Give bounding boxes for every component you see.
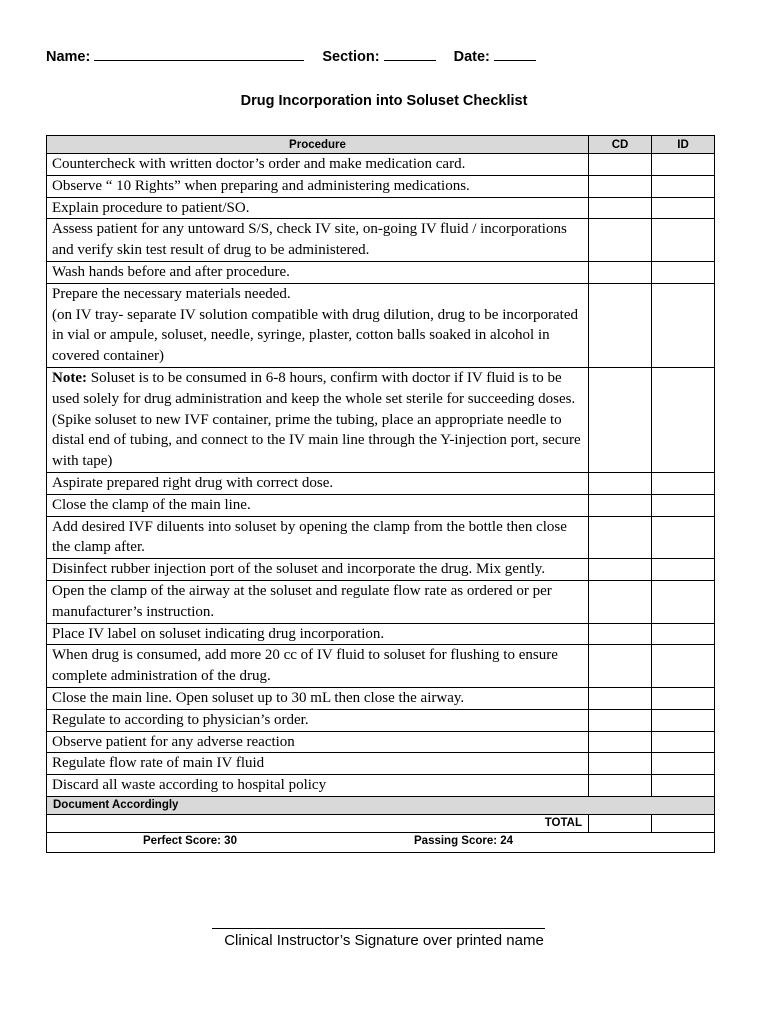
procedure-cell — [47, 623, 589, 645]
total-cd-cell[interactable] — [589, 814, 652, 832]
procedure-text: Countercheck with written doctor’s order and make medication card. — [52, 156, 466, 172]
cd-check-cell[interactable] — [589, 687, 652, 709]
table-row — [47, 472, 715, 494]
procedure-cell — [47, 175, 589, 197]
table-row — [47, 775, 715, 797]
procedure-text: Close the main line. Open soluset up to 30 mL then close the airway. — [52, 689, 465, 706]
id-check-cell[interactable] — [652, 494, 715, 516]
total-id-cell[interactable] — [652, 814, 715, 832]
procedure-text: Open the clamp of the airway at the soluset and regulate flow rate as ordered or per manufacturer’s instruction. — [52, 582, 552, 620]
cd-check-cell[interactable] — [589, 494, 652, 516]
cd-check-cell[interactable] — [589, 283, 652, 367]
checklist-table — [46, 135, 715, 853]
date-label: Date: — [453, 49, 490, 65]
procedure-cell — [47, 559, 589, 581]
procedure-cell — [47, 580, 589, 623]
procedure-cell — [47, 753, 589, 775]
procedure-text: Aspirate prepared right drug with correct dose. — [52, 474, 334, 491]
procedure-cell — [47, 494, 589, 516]
section-label: Section: — [322, 49, 380, 65]
procedure-cell — [47, 709, 589, 731]
score-row — [47, 832, 715, 852]
date-blank[interactable] — [494, 48, 536, 61]
cd-check-cell[interactable] — [589, 367, 652, 472]
date-field[interactable] — [454, 49, 536, 65]
cd-check-cell[interactable] — [589, 219, 652, 262]
procedure-header: Procedure — [47, 136, 589, 154]
id-check-cell[interactable] — [652, 472, 715, 494]
name-field[interactable] — [46, 49, 308, 65]
procedure-text: Soluset is to be consumed in 6-8 hours, confirm with doctor if IV fluid is to be used solely for drug administration and keep the whole set sterile for succeeding doses. (Spike soluset to new IVF container, prime the tubing, place an appropriate needle to distal end of tubing, and connect to the IV main line through the Y-injection port, secure with tape) — [52, 369, 581, 470]
cd-check-cell[interactable] — [589, 731, 652, 753]
procedure-text: Add desired IVF diluents into soluset by opening the clamp from the bottle then close the clamp after. — [52, 518, 567, 556]
cd-check-cell[interactable] — [589, 154, 652, 176]
name-label: Name: — [46, 49, 91, 65]
cd-check-cell[interactable] — [589, 623, 652, 645]
section-blank[interactable] — [384, 48, 436, 61]
procedure-text: Observe patient for any adverse reaction — [52, 733, 295, 750]
procedure-cell — [47, 197, 589, 219]
perfect-score: Perfect Score: 30 — [143, 834, 237, 847]
cd-check-cell[interactable] — [589, 645, 652, 688]
table-row — [47, 154, 715, 176]
cd-check-cell[interactable] — [589, 775, 652, 797]
signature-label: Clinical Instructor’s Signature over printed name — [224, 932, 544, 949]
id-check-cell[interactable] — [652, 753, 715, 775]
signature-line[interactable] — [212, 928, 545, 929]
procedure-cell — [47, 775, 589, 797]
id-check-cell[interactable] — [652, 197, 715, 219]
cd-check-cell[interactable] — [589, 197, 652, 219]
id-check-cell[interactable] — [652, 175, 715, 197]
total-label: TOTAL — [47, 814, 589, 832]
table-row — [47, 753, 715, 775]
procedure-cell — [47, 261, 589, 283]
id-check-cell[interactable] — [652, 775, 715, 797]
table-row — [47, 580, 715, 623]
procedure-text: Regulate to according to physician’s order. — [52, 711, 309, 728]
table-row — [47, 559, 715, 581]
cd-check-cell[interactable] — [589, 753, 652, 775]
procedure-cell — [47, 516, 589, 559]
table-row — [47, 261, 715, 283]
procedure-text: Discard all waste according to hospital policy — [52, 777, 327, 794]
procedure-text: Place IV label on soluset indicating drug incorporation. — [52, 625, 385, 642]
id-check-cell[interactable] — [652, 687, 715, 709]
procedure-text: Wash hands before and after procedure. — [52, 263, 290, 280]
cd-header: CD — [589, 136, 652, 154]
document-label: Document Accordingly — [47, 796, 715, 814]
procedure-text: Assess patient for any untoward S/S, check IV site, on-going IV fluid / incorporations and verify skin test result of drug to be administered. — [52, 221, 567, 259]
cd-check-cell[interactable] — [589, 709, 652, 731]
id-check-cell[interactable] — [652, 580, 715, 623]
table-row — [47, 494, 715, 516]
document-row — [47, 796, 715, 814]
table-row — [47, 709, 715, 731]
checklist-title: Drug Incorporation into Soluset Checklist — [240, 93, 528, 109]
procedure-text: Disinfect rubber injection port of the soluset and incorporate the drug. Mix gently. — [52, 561, 546, 578]
table-row — [47, 623, 715, 645]
id-check-cell[interactable] — [652, 623, 715, 645]
id-check-cell[interactable] — [652, 559, 715, 581]
procedure-cell — [47, 645, 589, 688]
name-blank[interactable] — [94, 48, 304, 61]
passing-score: Passing Score: 24 — [414, 834, 514, 847]
id-check-cell[interactable] — [652, 261, 715, 283]
table-row — [47, 645, 715, 688]
table-row — [47, 219, 715, 262]
procedure-text: Observe “ 10 Rights” when preparing and administering medications. — [52, 177, 470, 194]
id-check-cell[interactable] — [652, 154, 715, 176]
id-check-cell[interactable] — [652, 283, 715, 367]
steps-body — [47, 154, 715, 797]
table-row — [47, 731, 715, 753]
table-row — [47, 516, 715, 559]
procedure-text: When drug is consumed, add more 20 cc of IV fluid to soluset for flushing to ensure complete administration of the drug. — [52, 647, 558, 685]
procedure-text: Prepare the necessary materials needed. (on IV tray- separate IV solution compatible with drug dilution, drug to be incorporated in vial or ampule, soluset, needle, syringe, plaster, cotton balls soaked in alcohol in covered container) — [52, 285, 578, 365]
procedure-text: Explain procedure to patient/SO. — [52, 199, 250, 216]
id-check-cell[interactable] — [652, 219, 715, 262]
procedure-cell — [47, 731, 589, 753]
procedure-cell — [47, 367, 589, 472]
table-row — [47, 283, 715, 367]
procedure-text: Regulate flow rate of main IV fluid — [52, 755, 265, 772]
cd-check-cell[interactable] — [589, 516, 652, 559]
cd-check-cell[interactable] — [589, 261, 652, 283]
table-row — [47, 687, 715, 709]
cd-check-cell[interactable] — [589, 580, 652, 623]
note-label: Note: — [52, 369, 87, 386]
id-check-cell[interactable] — [652, 731, 715, 753]
cd-check-cell[interactable] — [589, 175, 652, 197]
procedure-cell — [47, 472, 589, 494]
table-header-row — [47, 136, 715, 154]
procedure-cell — [47, 283, 589, 367]
cd-check-cell[interactable] — [589, 559, 652, 581]
table-row — [47, 175, 715, 197]
procedure-cell — [47, 687, 589, 709]
procedure-cell — [47, 219, 589, 262]
id-check-cell[interactable] — [652, 645, 715, 688]
section-field[interactable] — [322, 49, 439, 65]
total-row — [47, 814, 715, 832]
table-row — [47, 367, 715, 472]
cd-check-cell[interactable] — [589, 472, 652, 494]
id-check-cell[interactable] — [652, 516, 715, 559]
table-row — [47, 197, 715, 219]
id-check-cell[interactable] — [652, 367, 715, 472]
id-check-cell[interactable] — [652, 709, 715, 731]
procedure-cell — [47, 154, 589, 176]
procedure-text: Close the clamp of the main line. — [52, 496, 251, 513]
id-header: ID — [652, 136, 715, 154]
form-header — [46, 48, 726, 65]
